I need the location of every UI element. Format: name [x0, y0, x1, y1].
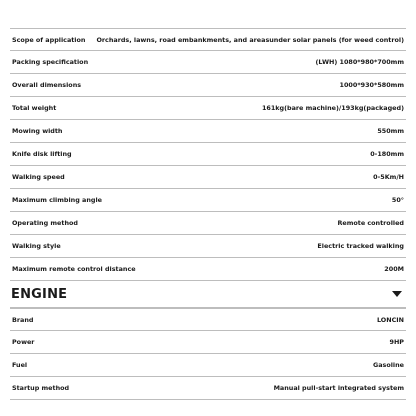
spec-label: Scope of application	[12, 35, 86, 44]
spec-value: (LWH) 1080*980*700mm	[315, 58, 404, 66]
spec-row	[10, 120, 406, 143]
spec-value: 0-5Km/H	[373, 173, 404, 181]
spec-label: Knife disk lifting	[12, 150, 72, 158]
spec-row	[10, 331, 406, 354]
spec-value: Orchards, lawns, road embankments, and areasunder solar panels (for weed control)	[96, 35, 404, 44]
engine-spec-table	[10, 308, 406, 400]
spec-label: Operating method	[12, 219, 78, 227]
spec-label: Maximum remote control distance	[12, 265, 136, 273]
spec-value: 550mm	[377, 127, 404, 135]
spec-label: Maximum climbing angle	[12, 196, 102, 204]
spec-label: Brand	[12, 315, 34, 324]
spec-row	[10, 166, 406, 189]
spec-label: Overall dimensions	[12, 81, 82, 89]
chevron-down-icon[interactable]	[392, 291, 402, 297]
spec-row	[10, 258, 406, 281]
spec-row	[10, 308, 406, 331]
spec-row	[10, 377, 406, 400]
spec-value: 161kg(bare machine)/193kg(packaged)	[261, 104, 404, 112]
spec-label: Power	[12, 338, 35, 346]
spec-row	[10, 235, 406, 258]
spec-row	[10, 97, 406, 120]
spec-value: LONCIN	[376, 315, 404, 324]
spec-value: 200M	[384, 265, 404, 273]
spec-value: Remote controlled	[337, 219, 404, 227]
spec-row	[10, 212, 406, 235]
spec-value: 50°	[391, 196, 404, 204]
spec-label: Total weight	[12, 104, 57, 112]
spec-label: Startup method	[12, 384, 70, 392]
spec-row	[10, 354, 406, 377]
spec-label: Packing specification	[12, 58, 89, 66]
spec-row	[10, 189, 406, 212]
spec-row	[10, 51, 406, 74]
section-title: ENGINE	[11, 286, 68, 302]
spec-value: Manual pull-start integrated system	[273, 384, 404, 392]
spec-row	[10, 28, 406, 51]
spec-row	[10, 143, 406, 166]
spec-value: 9HP	[389, 338, 404, 346]
spec-value: 1000*930*580mm	[339, 81, 404, 89]
spec-row	[10, 74, 406, 97]
spec-label: Mowing width	[12, 127, 63, 135]
spec-label: Walking speed	[12, 173, 65, 181]
spec-value: 0-180mm	[370, 150, 404, 158]
spec-label: Fuel	[12, 361, 28, 369]
spec-table	[10, 28, 406, 281]
spec-value: Electric tracked walking	[317, 242, 404, 250]
engine-section-header[interactable]	[10, 281, 406, 308]
spec-label: Walking style	[12, 242, 61, 250]
spec-value: Gasoline	[372, 361, 404, 369]
